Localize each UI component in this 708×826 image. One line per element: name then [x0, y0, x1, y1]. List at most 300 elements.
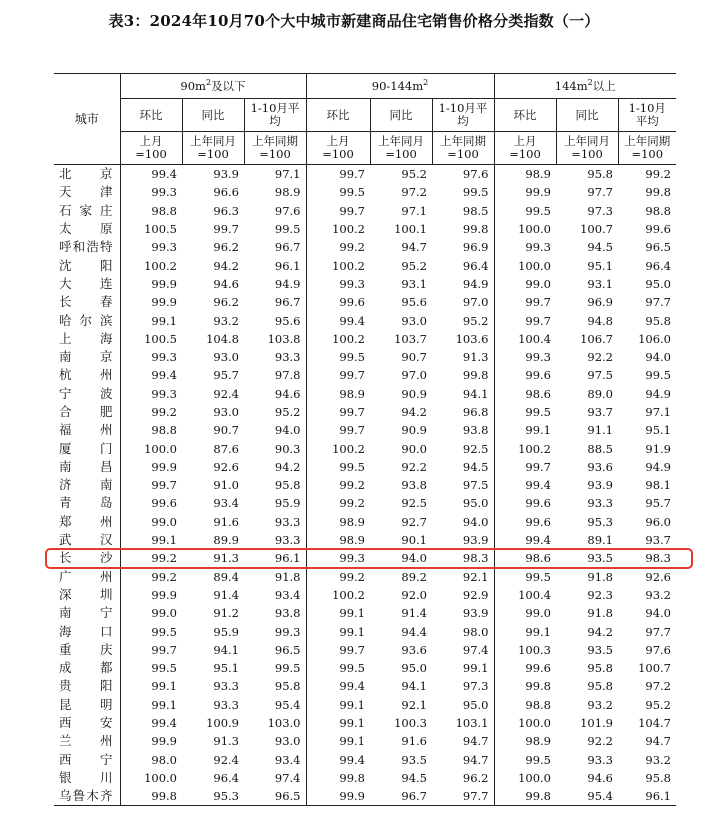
table-row [54, 366, 676, 384]
subcolumn-header: 同比 [370, 99, 432, 132]
city-cell: 贵阳 [59, 678, 113, 694]
index-value-cell: 99.6 [494, 659, 556, 677]
index-value-cell: 96.6 [213, 185, 239, 200]
subcolumn-header: 同比 [182, 99, 244, 132]
index-value-cell: 92.4 [213, 752, 239, 767]
index-value-cell: 95.0 [401, 661, 427, 676]
index-value-cell: 94.0 [645, 606, 671, 621]
table-row [54, 293, 676, 311]
index-value-cell: 100.0 [120, 769, 182, 787]
index-value-cell: 99.7 [306, 202, 370, 220]
index-value-cell: 99.2 [306, 238, 370, 256]
index-value-cell: 99.5 [494, 202, 556, 220]
index-value-cell: 92.1 [462, 569, 489, 584]
index-value-cell: 97.4 [274, 770, 301, 785]
index-value-cell: 98.3 [645, 551, 671, 566]
index-value-cell: 99.9 [120, 458, 182, 476]
index-value-cell: 95.8 [587, 167, 613, 182]
index-value-cell: 99.1 [306, 732, 370, 750]
index-value-cell: 93.0 [274, 734, 301, 749]
city-cell: 长沙 [59, 550, 113, 566]
base-value-label: =100 [259, 147, 291, 161]
city-column-header: 城市 [54, 74, 120, 165]
index-value-cell: 99.4 [494, 531, 556, 549]
base-period-label: 上月 [513, 134, 537, 148]
index-value-cell: 96.7 [274, 295, 301, 310]
index-value-cell: 94.4 [401, 624, 427, 639]
table-body [54, 165, 676, 806]
index-value-cell: 99.8 [494, 787, 556, 806]
index-value-cell: 91.4 [401, 606, 427, 621]
table-row [54, 622, 676, 640]
index-value-cell: 99.7 [120, 641, 182, 659]
index-value-cell: 95.1 [645, 423, 671, 438]
subcolumn-header: 1-10月平均 [244, 99, 306, 132]
group-header-small [120, 74, 306, 99]
group-sup: 2 [423, 77, 429, 87]
index-value-cell: 100.2 [306, 256, 370, 274]
index-value-cell: 92.2 [401, 459, 427, 474]
index-value-cell: 99.6 [494, 494, 556, 512]
index-value-cell: 98.9 [306, 531, 370, 549]
index-value-cell: 103.8 [267, 331, 301, 346]
city-cell: 天津 [59, 184, 113, 200]
index-value-cell: 99.9 [120, 586, 182, 604]
base-value-label: =100 [135, 147, 167, 161]
index-value-cell: 99.8 [462, 222, 489, 237]
index-value-cell: 96.0 [645, 514, 671, 529]
table-row [54, 494, 676, 512]
index-value-cell: 94.0 [401, 551, 427, 566]
city-cell: 呼和浩特 [59, 239, 113, 255]
index-value-cell: 96.5 [244, 787, 306, 806]
index-value-cell: 100.7 [580, 222, 613, 237]
city-cell: 厦门 [59, 440, 113, 456]
index-value-cell: 94.5 [401, 770, 427, 785]
index-value-cell: 99.9 [306, 787, 370, 806]
index-value-cell: 97.6 [462, 167, 489, 182]
index-value-cell: 95.6 [401, 295, 427, 310]
index-value-cell: 99.4 [306, 311, 370, 329]
index-value-cell: 99.5 [274, 222, 301, 237]
index-value-cell: 94.2 [274, 459, 301, 474]
index-value-cell: 94.7 [645, 734, 671, 749]
subcolumn-header: 环比 [306, 99, 370, 132]
base-period-label: 上年同期 [252, 134, 298, 148]
index-value-cell: 95.1 [587, 258, 613, 273]
group-label: 90m [180, 78, 206, 93]
index-value-cell: 93.3 [274, 350, 301, 365]
index-value-cell: 99.7 [120, 476, 182, 494]
index-value-cell: 95.0 [645, 276, 671, 291]
index-value-cell: 98.0 [462, 624, 489, 639]
index-value-cell: 90.9 [401, 386, 427, 401]
index-value-cell: 93.3 [274, 514, 301, 529]
index-value-cell: 99.6 [120, 494, 182, 512]
index-value-cell: 99.3 [306, 549, 370, 567]
index-value-cell: 99.0 [120, 513, 182, 531]
index-value-cell: 99.9 [120, 275, 182, 293]
index-value-cell: 94.2 [401, 405, 427, 419]
index-value-cell: 100.2 [306, 586, 370, 604]
index-value-cell: 100.4 [494, 330, 556, 348]
header-group-row [54, 74, 676, 99]
base-value-label: =100 [509, 147, 541, 161]
index-value-cell: 94.6 [213, 276, 239, 291]
index-value-cell: 96.2 [462, 770, 489, 785]
index-value-cell: 96.5 [274, 642, 301, 657]
city-cell: 上海 [59, 330, 113, 346]
table-row [54, 787, 676, 806]
table-row [54, 275, 676, 293]
index-value-cell: 99.7 [306, 641, 370, 659]
index-value-cell: 99.1 [120, 311, 182, 329]
index-value-cell: 98.1 [645, 478, 671, 493]
index-value-cell: 100.2 [120, 256, 182, 274]
index-value-cell: 99.3 [120, 238, 182, 256]
index-value-cell: 99.2 [120, 403, 182, 421]
group-sup: 2 [205, 77, 212, 87]
group-label: 90-144m [371, 78, 424, 93]
table-row [54, 549, 676, 567]
index-value-cell: 99.9 [494, 183, 556, 201]
index-value-cell: 99.2 [306, 494, 370, 512]
index-value-cell: 100.0 [494, 769, 556, 787]
index-value-cell: 94.5 [462, 459, 489, 474]
index-value-cell: 94.1 [401, 679, 427, 694]
index-value-cell: 100.3 [394, 716, 427, 731]
index-value-cell: 94.1 [462, 386, 489, 401]
index-value-cell: 94.9 [274, 276, 301, 291]
index-value-cell: 103.6 [455, 331, 489, 346]
index-value-cell: 96.9 [462, 240, 489, 255]
index-value-cell: 95.2 [401, 258, 427, 273]
index-value-cell: 99.3 [494, 238, 556, 256]
index-value-cell: 99.5 [120, 659, 182, 677]
index-value-cell: 89.9 [213, 533, 239, 548]
table-row [54, 531, 676, 549]
index-value-cell: 93.9 [462, 606, 489, 621]
city-cell: 宁波 [59, 385, 113, 401]
index-value-cell: 99.5 [645, 368, 671, 383]
index-value-cell: 99.9 [120, 732, 182, 750]
index-value-cell: 95.7 [213, 368, 239, 383]
index-value-cell: 100.5 [120, 220, 182, 238]
index-value-cell: 99.3 [120, 385, 182, 403]
index-value-cell: 93.2 [645, 587, 671, 602]
index-value-cell: 99.5 [306, 183, 370, 201]
index-value-cell: 99.1 [494, 421, 556, 439]
index-value-cell: 103.0 [267, 716, 301, 731]
index-value-cell: 93.5 [587, 551, 613, 566]
index-value-cell: 92.3 [587, 587, 613, 602]
index-value-cell: 100.0 [494, 220, 556, 238]
index-value-cell: 94.1 [213, 642, 239, 657]
index-value-cell: 94.2 [587, 624, 613, 639]
table-row [54, 714, 676, 732]
city-cell: 杭州 [59, 367, 113, 383]
index-value-cell: 92.2 [587, 734, 613, 749]
city-cell: 西安 [59, 715, 113, 731]
index-value-cell: 99.9 [120, 293, 182, 311]
index-value-cell: 93.8 [462, 423, 489, 438]
subcolumn-header: 环比 [120, 99, 182, 132]
table-row [54, 604, 676, 622]
index-value-cell: 93.0 [401, 313, 427, 328]
index-value-cell: 95.9 [274, 496, 301, 511]
base-period-label: 上年同期 [440, 134, 486, 148]
index-value-cell: 92.5 [462, 441, 489, 456]
index-value-cell: 99.5 [120, 622, 182, 640]
index-value-cell: 97.0 [401, 368, 427, 383]
index-value-cell: 100.3 [494, 641, 556, 659]
table-row [54, 256, 676, 274]
table-row [54, 421, 676, 439]
index-value-cell: 99.4 [120, 714, 182, 732]
city-cell: 南宁 [59, 605, 113, 621]
index-value-cell: 94.7 [462, 752, 489, 767]
index-value-cell: 96.5 [645, 240, 671, 255]
index-value-cell: 99.1 [306, 696, 370, 714]
table-row [54, 183, 676, 201]
base-value-label: =100 [447, 147, 479, 161]
index-value-cell: 97.7 [587, 185, 613, 200]
index-value-cell: 99.2 [120, 549, 182, 567]
group-header-large [494, 74, 676, 99]
index-value-cell: 98.9 [306, 385, 370, 403]
index-value-cell: 103.1 [455, 716, 489, 731]
index-value-cell: 99.1 [120, 677, 182, 695]
index-value-cell: 93.4 [274, 587, 301, 602]
city-cell: 银川 [59, 769, 113, 785]
index-value-cell: 94.7 [401, 240, 427, 255]
index-value-cell: 99.2 [306, 568, 370, 586]
city-cell: 青岛 [59, 495, 113, 511]
index-value-cell: 99.1 [120, 696, 182, 714]
table-row [54, 458, 676, 476]
index-value-cell: 94.9 [645, 386, 671, 401]
index-value-cell: 93.2 [213, 313, 239, 328]
table-row [54, 220, 676, 238]
price-index-table-container [54, 73, 676, 806]
index-value-cell: 94.6 [274, 386, 301, 401]
base-period-label: 上年同月 [190, 134, 236, 148]
index-value-cell: 89.2 [401, 569, 427, 584]
index-value-cell: 99.5 [306, 458, 370, 476]
city-cell: 沈阳 [59, 257, 113, 273]
index-value-cell: 95.9 [213, 624, 239, 639]
index-value-cell: 99.6 [306, 293, 370, 311]
index-value-cell: 100.9 [206, 716, 239, 731]
table-row [54, 330, 676, 348]
index-value-cell: 99.0 [494, 604, 556, 622]
base-value-label: =100 [322, 147, 354, 161]
index-value-cell: 96.3 [213, 203, 239, 218]
index-value-cell: 104.7 [638, 716, 671, 731]
index-value-cell: 99.7 [306, 403, 370, 421]
index-value-cell: 99.4 [494, 476, 556, 494]
index-value-cell: 94.0 [645, 350, 671, 365]
index-value-cell: 93.9 [213, 167, 239, 182]
index-value-cell: 95.4 [556, 787, 618, 806]
city-cell: 福州 [59, 422, 113, 438]
city-cell: 重庆 [59, 641, 113, 657]
base-period-header [120, 132, 182, 165]
index-value-cell: 93.3 [587, 496, 613, 511]
index-value-cell: 99.1 [462, 661, 489, 676]
table-row [54, 732, 676, 750]
index-value-cell: 96.9 [587, 295, 613, 310]
index-value-cell: 91.8 [587, 606, 613, 621]
index-value-cell: 96.2 [213, 295, 239, 310]
index-value-cell: 99.3 [274, 624, 301, 639]
index-value-cell: 92.0 [401, 587, 427, 602]
index-value-cell: 90.7 [401, 350, 427, 365]
index-value-cell: 96.4 [462, 258, 489, 273]
index-value-cell: 99.6 [494, 513, 556, 531]
index-value-cell: 99.5 [306, 659, 370, 677]
index-value-cell: 97.2 [401, 185, 427, 200]
index-value-cell: 100.0 [120, 439, 182, 457]
city-cell: 海口 [59, 623, 113, 639]
table-title: 表3：2024年10月70个大中城市新建商品住宅销售价格分类指数（一） [108, 12, 600, 30]
index-value-cell: 100.0 [494, 256, 556, 274]
index-value-cell: 95.8 [587, 661, 613, 676]
index-value-cell: 94.6 [587, 770, 613, 785]
base-value-label: =100 [631, 147, 664, 161]
base-period-header [556, 132, 618, 165]
index-value-cell: 87.6 [213, 441, 239, 456]
index-value-cell: 95.3 [182, 787, 244, 806]
index-value-cell: 99.6 [645, 222, 671, 237]
index-value-cell: 99.1 [494, 622, 556, 640]
index-value-cell: 94.9 [645, 459, 671, 474]
group-header-medium [306, 74, 494, 99]
table-row [54, 641, 676, 659]
table-row [54, 165, 676, 184]
index-value-cell: 99.5 [494, 403, 556, 421]
index-value-cell: 92.9 [462, 587, 489, 602]
index-value-cell: 97.8 [274, 368, 301, 383]
base-period-header [432, 132, 494, 165]
group-sup: 2 [587, 77, 593, 87]
index-value-cell: 95.2 [462, 313, 489, 328]
index-value-cell: 93.7 [645, 533, 671, 548]
index-value-cell: 96.7 [370, 787, 432, 806]
index-value-cell: 96.1 [618, 787, 676, 806]
table-row [54, 403, 676, 421]
index-value-cell: 99.3 [120, 183, 182, 201]
base-period-header [306, 132, 370, 165]
index-value-cell: 98.9 [306, 513, 370, 531]
index-value-cell: 89.4 [213, 569, 239, 584]
index-value-cell: 91.8 [274, 569, 301, 584]
index-value-cell: 96.2 [213, 240, 239, 255]
index-value-cell: 96.1 [274, 258, 301, 273]
index-value-cell: 93.3 [213, 697, 239, 712]
table-row [54, 751, 676, 769]
header-base-row [54, 132, 676, 165]
index-value-cell: 99.5 [494, 751, 556, 769]
index-value-cell: 99.5 [462, 185, 489, 200]
index-value-cell: 93.0 [213, 405, 239, 419]
index-value-cell: 95.6 [274, 313, 301, 328]
index-value-cell: 93.9 [587, 478, 613, 493]
index-value-cell: 99.7 [494, 311, 556, 329]
index-value-cell: 95.1 [213, 661, 239, 676]
index-value-cell: 95.8 [274, 478, 301, 493]
index-value-cell: 91.6 [213, 514, 239, 529]
index-value-cell: 96.7 [274, 240, 301, 255]
index-value-cell: 100.1 [394, 222, 427, 237]
index-value-cell: 97.4 [462, 642, 489, 657]
index-value-cell: 98.5 [462, 203, 489, 218]
index-value-cell: 98.3 [462, 551, 489, 566]
city-cell: 兰州 [59, 733, 113, 749]
index-value-cell: 99.0 [120, 604, 182, 622]
index-value-cell: 95.7 [645, 496, 671, 511]
index-value-cell: 95.8 [274, 679, 301, 694]
index-value-cell: 97.6 [645, 642, 671, 657]
index-value-cell: 91.9 [645, 441, 671, 456]
index-value-cell: 95.0 [462, 697, 489, 712]
index-value-cell: 97.5 [587, 368, 613, 383]
index-value-cell: 93.6 [587, 459, 613, 474]
index-value-cell: 91.4 [213, 587, 239, 602]
index-value-cell: 98.6 [494, 549, 556, 567]
index-value-cell: 101.9 [580, 716, 613, 731]
index-value-cell: 92.6 [213, 459, 239, 474]
index-value-cell: 91.3 [462, 350, 489, 365]
index-value-cell: 100.2 [306, 439, 370, 457]
index-value-cell: 91.2 [213, 606, 239, 621]
index-value-cell: 95.8 [645, 770, 671, 785]
base-period-header [244, 132, 306, 165]
index-value-cell: 92.1 [401, 697, 427, 712]
index-value-cell: 99.8 [306, 769, 370, 787]
index-value-cell: 93.5 [587, 642, 613, 657]
table-row [54, 677, 676, 695]
index-value-cell: 94.7 [462, 734, 489, 749]
index-value-cell: 94.8 [587, 313, 613, 328]
index-value-cell: 100.2 [306, 330, 370, 348]
city-cell: 乌鲁木齐 [54, 787, 120, 806]
index-value-cell: 98.9 [274, 185, 301, 200]
base-period-label: 上年同月 [564, 134, 610, 148]
index-value-cell: 98.8 [494, 696, 556, 714]
index-value-cell: 99.3 [120, 348, 182, 366]
index-value-cell: 95.8 [645, 313, 671, 328]
index-value-cell: 94.2 [213, 258, 239, 273]
group-suffix: 以上 [592, 78, 616, 93]
index-value-cell: 93.9 [462, 533, 489, 548]
group-suffix: 及以下 [211, 78, 246, 93]
index-value-cell: 100.2 [494, 439, 556, 457]
index-value-cell: 95.2 [401, 167, 427, 182]
index-value-cell: 93.8 [274, 606, 301, 621]
table-row [54, 568, 676, 586]
index-value-cell: 95.8 [587, 679, 613, 694]
city-cell: 石家庄 [59, 202, 113, 218]
index-value-cell: 94.5 [587, 240, 613, 255]
table-header [54, 74, 676, 165]
index-value-cell: 106.0 [638, 331, 671, 346]
base-value-label: =100 [385, 147, 417, 161]
index-value-cell: 95.0 [462, 496, 489, 511]
city-cell: 长春 [59, 294, 113, 310]
index-value-cell: 93.8 [401, 478, 427, 493]
index-value-cell: 99.7 [306, 165, 370, 184]
